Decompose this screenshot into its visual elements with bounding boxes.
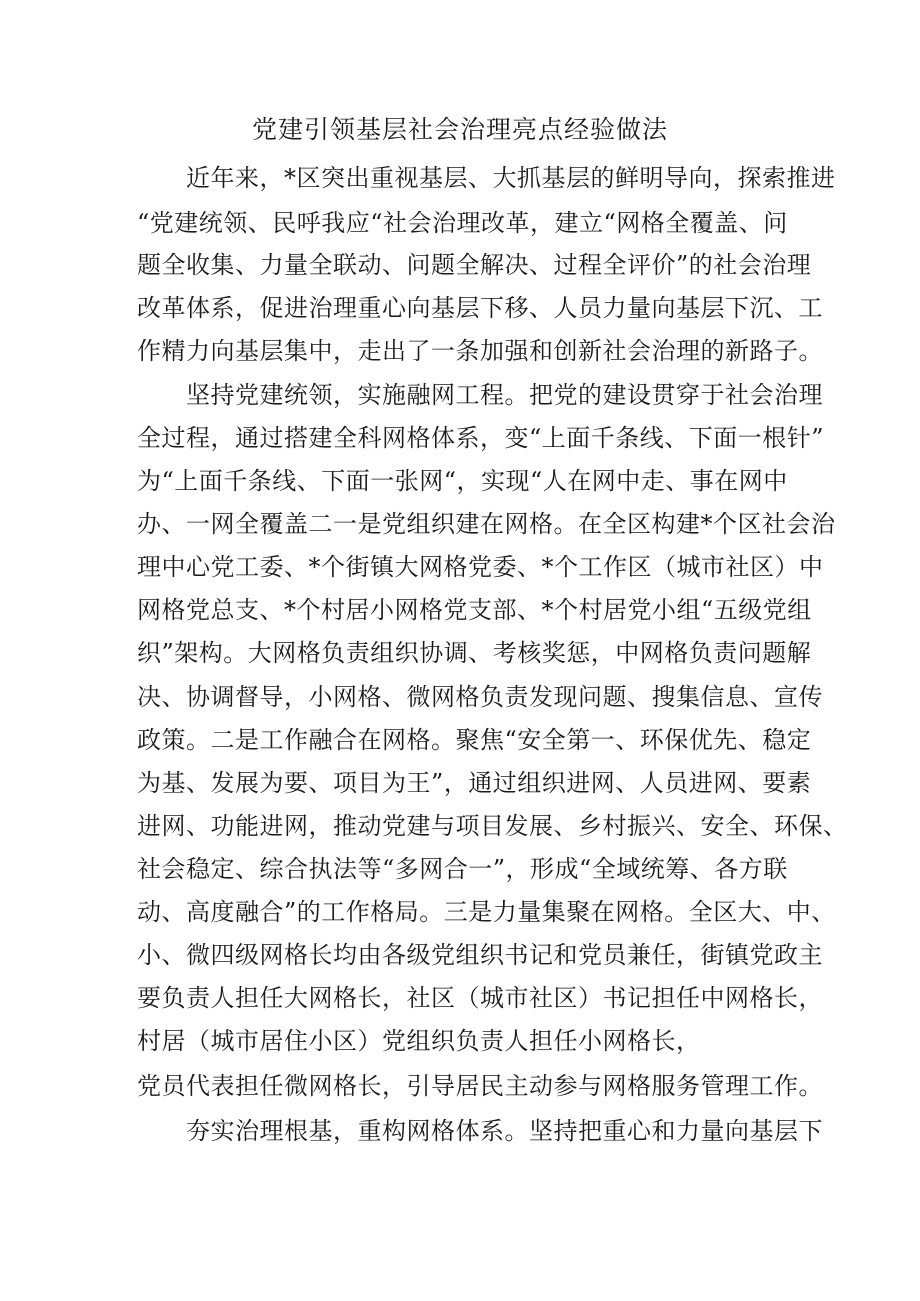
- paragraph-3-line-1: 夯实治理根基，重构网格体系。坚持把重心和力量向基层下: [186, 1117, 823, 1145]
- paragraph-2-line-12: 社会稳定、综合执法等“多网合一”，形成“全域统筹、各方联: [137, 855, 788, 883]
- paragraph-2-line-15: 要负责人担任大网格长，社区（城市社区）书记担任中网格长，: [137, 984, 823, 1012]
- paragraph-2-line-14: 小、微四级网格长均由各级党组织书记和党员兼任，街镇党政主: [137, 941, 823, 969]
- paragraph-2-line-2: 全过程，通过搭建全科网格体系，变“上面千条线、下面一根针”: [137, 424, 825, 452]
- document-title: 党建引领基层社会治理亮点经验做法: [251, 115, 668, 144]
- paragraph-1-line-2: “党建统领、民呼我应“社会治理改革，建立“网格全覆盖、问: [137, 209, 788, 237]
- paragraph-1-line-4: 改革体系，促进治理重心向基层下移、人员力量向基层下沉、工: [137, 294, 823, 322]
- paragraph-2-line-10: 为基、发展为要、项目为王”，通过组织进网、人员进网、要素: [137, 769, 812, 797]
- paragraph-2-line-11: 进网、功能进网，推动党建与项目发展、乡村振兴、安全、环保、: [137, 812, 848, 840]
- paragraph-2-line-5: 理中心党工委、*个街镇大网格党委、*个工作区（城市社区）中: [137, 553, 824, 581]
- paragraph-1-line-5: 作精力向基层集中，走出了一条加强和创新社会治理的新路子。: [137, 337, 823, 365]
- paragraph-1-line-3: 题全收集、力量全联动、问题全解决、过程全评价”的社会治理: [137, 251, 812, 279]
- paragraph-2-line-9: 政策。二是工作融合在网格。聚焦“安全第一、环保优先、稳定: [137, 726, 812, 754]
- paragraph-2-line-17: 党员代表担任微网格长，引导居民主动参与网格服务管理工作。: [137, 1072, 823, 1100]
- paragraph-2-line-7: 织”架构。大网格负责组织协调、考核奖惩，中网格负责问题解: [137, 639, 812, 667]
- paragraph-2-line-3: 为“上面千条线、下面一张网“，实现“人在网中走、事在网中: [137, 467, 788, 495]
- paragraph-2-line-13: 动、高度融合”的工作格局。三是力量集聚在网格。全区大、中、: [137, 898, 836, 926]
- paragraph-2-line-8: 决、协调督导，小网格、微网格负责发现问题、搜集信息、宣传: [137, 683, 823, 711]
- paragraph-2-line-1: 坚持党建统领，实施融网工程。把党的建设贯穿于社会治理: [186, 381, 823, 409]
- paragraph-1-line-1: 近年来，*区突出重视基层、大抓基层的鲜明导向，探索推进: [186, 164, 836, 192]
- paragraph-2-line-6: 网格党总支、*个村居小网格党支部、*个村居党小组“五级党组: [137, 596, 812, 624]
- paragraph-2-line-16: 村居（城市居住小区）党组织负责人担任小网格长，: [137, 1027, 701, 1055]
- paragraph-2-line-4: 办、一网全覆盖二一是党组织建在网格。在全区构建*个区社会治: [137, 510, 836, 538]
